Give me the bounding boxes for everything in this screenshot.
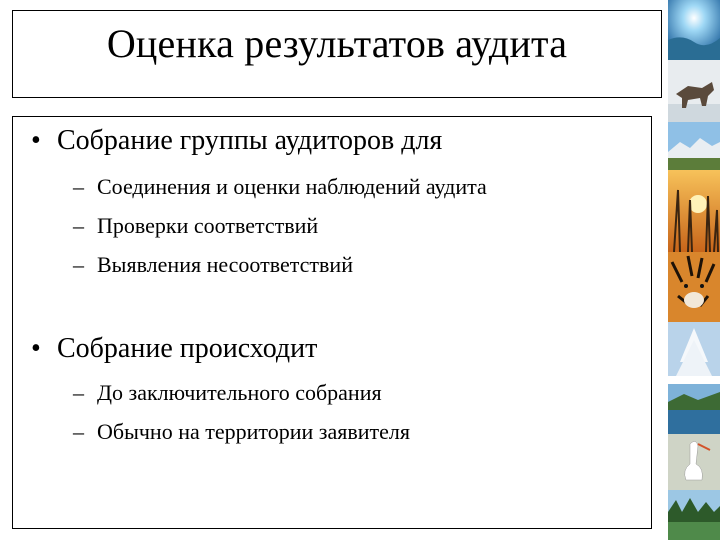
sub-item bbox=[73, 379, 382, 407]
bullet-item bbox=[31, 333, 317, 365]
sub-symbol: – bbox=[73, 419, 84, 444]
sub-text: Проверки соответствий bbox=[97, 213, 319, 238]
sub-symbol: – bbox=[73, 213, 84, 238]
sub-item bbox=[73, 212, 318, 240]
sub-symbol: – bbox=[73, 252, 84, 277]
tiger-image bbox=[668, 252, 720, 322]
sub-text: Выявления несоответствий bbox=[97, 252, 353, 277]
sub-symbol: – bbox=[73, 174, 84, 199]
sub-text: Соединения и оценки наблюдений аудита bbox=[97, 174, 487, 199]
slide-title: Оценка результатов аудита bbox=[106, 20, 568, 66]
sunset-grass-image bbox=[668, 170, 720, 252]
bullet-item bbox=[31, 125, 442, 157]
sun-sky-image bbox=[668, 0, 720, 60]
sub-text: Обычно на территории заявителя bbox=[97, 419, 410, 444]
decorative-photo-strip bbox=[668, 0, 720, 540]
sub-text: До заключительного собрания bbox=[97, 380, 382, 405]
bullet-text: Собрание происходит bbox=[57, 333, 318, 364]
bullet-text: Собрание группы аудиторов для bbox=[57, 125, 443, 156]
title-box bbox=[12, 10, 662, 98]
content-box bbox=[12, 116, 652, 529]
stork-image bbox=[668, 434, 720, 490]
sub-item bbox=[73, 418, 410, 446]
bullet-symbol: • bbox=[31, 125, 41, 156]
snowy-tree-image bbox=[668, 322, 720, 384]
sub-item bbox=[73, 251, 353, 279]
sub-item bbox=[73, 173, 487, 201]
forest-lake-image bbox=[668, 490, 720, 540]
mountains-image bbox=[668, 122, 720, 170]
bullet-symbol: • bbox=[31, 333, 41, 364]
sub-symbol: – bbox=[73, 380, 84, 405]
wolf-image bbox=[668, 60, 720, 122]
lake-image bbox=[668, 384, 720, 434]
